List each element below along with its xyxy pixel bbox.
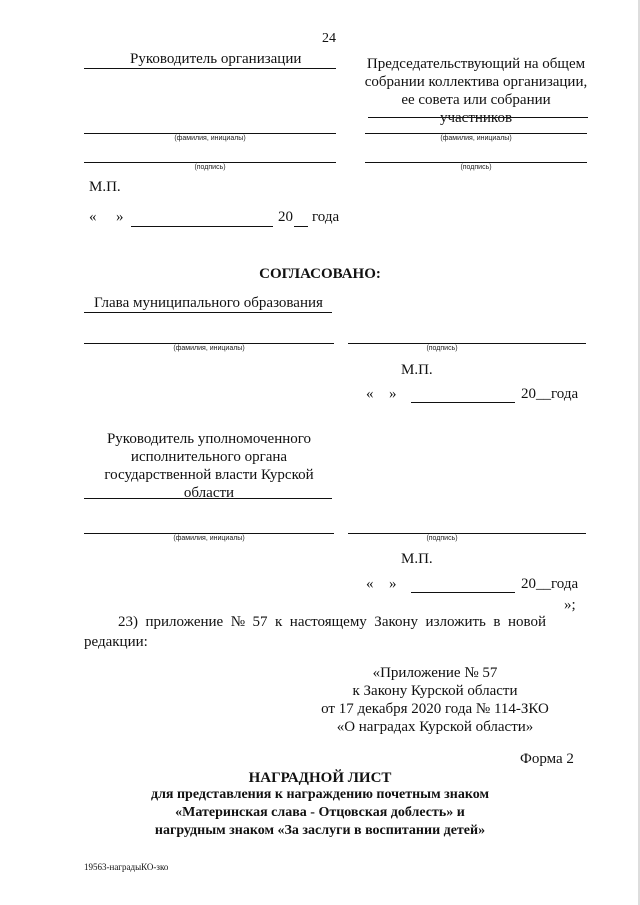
form-subtitle-line-3: нагрудным знаком «За заслуги в воспитании детей» — [154, 823, 486, 838]
org-head-surname-label: (фамилия, инициалы) — [174, 135, 246, 142]
chairman-title-line-2: собрании коллектива организации, — [364, 74, 588, 90]
municipal-head-surname-line — [84, 343, 334, 344]
date-close-quote-2: » — [389, 386, 397, 402]
stamp-place-3: М.П. — [401, 551, 433, 567]
form-label: Форма 2 — [520, 751, 574, 767]
chairman-title-underline — [368, 117, 588, 118]
chairman-surname-label: (фамилия, инициалы) — [440, 135, 512, 142]
date-open-quote-1: « — [89, 209, 97, 225]
appendix-line-1: «Приложение № 57 — [372, 665, 498, 681]
municipal-head-signature-label: (подпись) — [426, 345, 458, 352]
authority-signature-line — [348, 533, 586, 534]
authority-signature-label: (подпись) — [426, 535, 458, 542]
org-head-signature-label: (подпись) — [194, 164, 226, 171]
municipal-head-title: Глава муниципального образования — [94, 295, 323, 311]
chairman-title-line-1: Председательствующий на общем — [366, 56, 586, 72]
authority-title-underline — [84, 498, 332, 499]
chairman-title-line-3: ее совета или собрании — [401, 92, 551, 108]
authority-title-line-4: области — [183, 485, 235, 501]
authority-surname-label: (фамилия, инициалы) — [173, 535, 245, 542]
appendix-line-2: к Закону Курской области — [352, 683, 518, 699]
municipal-head-surname-label: (фамилия, инициалы) — [173, 345, 245, 352]
form-subtitle — [110, 786, 530, 840]
date-open-quote-2: « — [366, 386, 374, 402]
appendix-line-3: от 17 декабря 2020 года № 114-ЗКО — [321, 701, 549, 717]
municipal-head-title-underline — [84, 312, 332, 313]
authority-surname-line — [84, 533, 334, 534]
chairman-title-line-4: участников — [439, 110, 513, 126]
appendix-reference — [310, 664, 560, 736]
year-text-3: 20__года — [521, 576, 579, 592]
closing-quote: »; — [564, 597, 576, 613]
municipal-head-signature-line — [348, 343, 586, 344]
year-text-2: 20__года — [521, 386, 579, 402]
date-close-quote-3: » — [389, 576, 397, 592]
authority-head-title — [86, 430, 332, 502]
amendment-line-1: 23) приложение № 57 к настоящему Закону изложить в новой — [118, 614, 547, 630]
org-head-signature-line — [84, 162, 336, 163]
footer-document-code: 19563-наградыКО-зко — [84, 862, 169, 872]
year-prefix-1: 20 — [278, 209, 293, 225]
approved-heading: СОГЛАСОВАНО: — [259, 266, 381, 282]
form-subtitle-line-2: «Материнская слава - Отцовская доблесть» и — [175, 805, 465, 820]
org-head-title: Руководитель организации — [130, 51, 302, 67]
date-open-quote-3: « — [366, 576, 374, 592]
page-number: 24 — [322, 31, 336, 46]
authority-title-line-1: Руководитель уполномоченного — [106, 431, 312, 447]
date-close-quote-1: » — [116, 209, 124, 225]
year-blank-1 — [294, 226, 308, 227]
org-head-surname-line — [84, 133, 336, 134]
appendix-line-4: «О наградах Курской области» — [336, 719, 534, 735]
chairman-surname-line — [365, 133, 587, 134]
authority-title-line-3: государственной власти Курской — [104, 467, 314, 483]
form-subtitle-line-1: для представления к награждению почетным знаком — [150, 787, 489, 802]
stamp-place-1: М.П. — [89, 179, 121, 195]
date-month-line-3 — [411, 592, 515, 593]
form-title: НАГРАДНОЙ ЛИСТ — [248, 770, 392, 786]
date-month-line-2 — [411, 402, 515, 403]
stamp-place-2: М.П. — [401, 362, 433, 378]
amendment-line-2: редакции: — [84, 634, 148, 650]
chairman-signature-label: (подпись) — [460, 164, 492, 171]
authority-title-line-2: исполнительного органа — [130, 449, 288, 465]
chairman-signature-line — [365, 162, 587, 163]
date-month-line-1 — [131, 226, 273, 227]
year-suffix-1: года — [312, 209, 340, 225]
org-head-title-underline — [84, 68, 336, 69]
